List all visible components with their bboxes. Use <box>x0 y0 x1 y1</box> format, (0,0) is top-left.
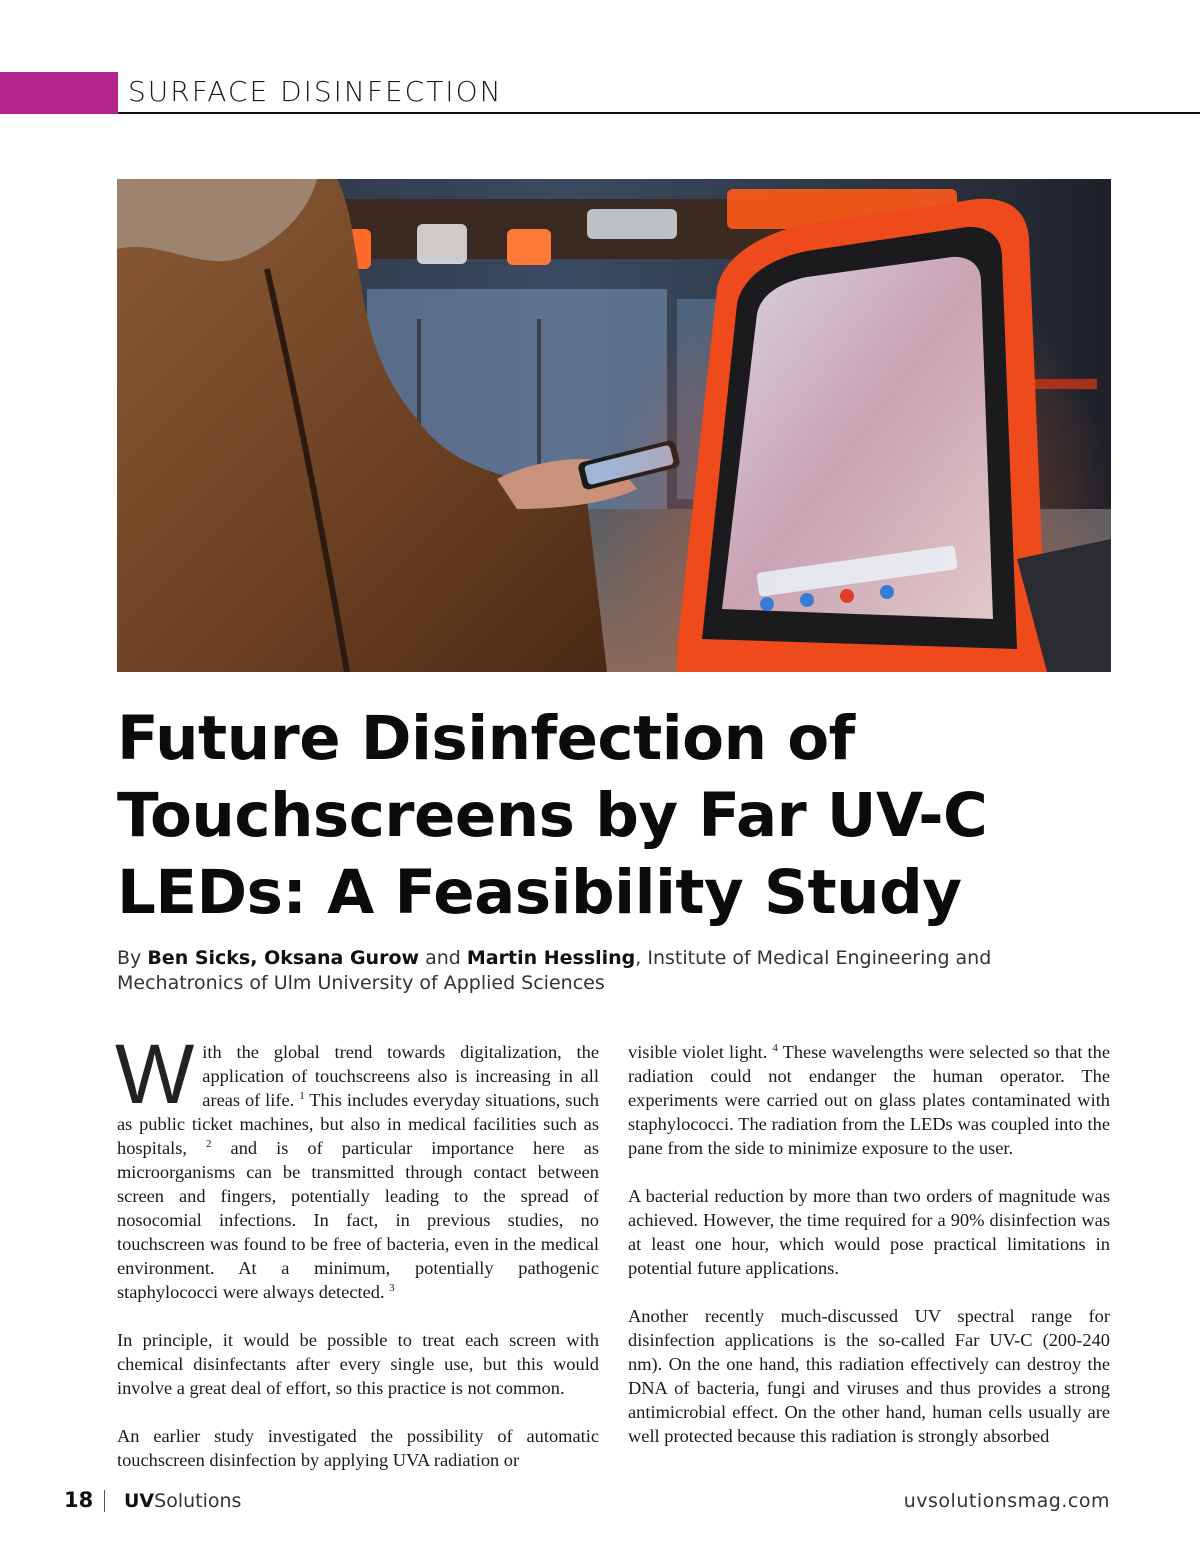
article-byline <box>117 946 1107 996</box>
footnote-ref-3: 3 <box>389 1281 395 1294</box>
byline-authors-1: Ben Sicks, Oksana Gurow <box>147 947 420 969</box>
byline-and: and <box>419 947 467 969</box>
section-title: SURFACE DISINFECTION <box>128 75 503 108</box>
website-url: uvsolutionsmag.com <box>903 1490 1110 1512</box>
brand-bold: UV <box>124 1490 155 1512</box>
photo-person-with-phone-at-orange-touchscreen-kiosk <box>117 179 1111 672</box>
page-number: 18 <box>64 1488 94 1512</box>
paragraph-6: Another recently much-discussed UV spectral range for disinfection applications is the so-called Far UV-C (200-240 nm). On the one hand, this radiation effectively can destroy the DNA of bacteria, fungi and viruses and thus provides a strong antimicrobial effect. On the other hand, human cells usually are well protected because this radiation is strongly absorbed <box>628 1306 1110 1446</box>
footnote-ref-2: 2 <box>206 1137 212 1150</box>
paragraph-3: An earlier study investigated the possibility of automatic touchscreen disinfection by applying UVA radiation or <box>117 1426 599 1470</box>
paragraph-4-text-b: These wavelengths were selected so that the radiation could not endanger the human operator. The experiments were carried out on glass plates contaminated with staphylococci. The radiation from the LEDs was coupled into the pane from the side to minimize exposure to the user. <box>628 1042 1110 1158</box>
paragraph-5: A bacterial reduction by more than two orders of magnitude was achieved. However, the time required for a 90% disinfection was at least one hour, which would pose practical limitations in potential future applications. <box>628 1186 1110 1278</box>
footnote-ref-4: 4 <box>772 1041 778 1054</box>
section-accent-bar <box>0 72 118 114</box>
paragraph-1 <box>115 1027 600 1304</box>
article-column-left <box>115 1027 600 1496</box>
footnote-ref-1: 1 <box>299 1089 305 1102</box>
section-divider <box>118 112 1200 114</box>
byline-affiliation: , Institute of Medical Engineering and Mechatronics of Ulm University of Applied Sciences <box>117 947 992 994</box>
byline-author-2: Martin Hessling <box>466 947 636 969</box>
paragraph-1-text-a: ith the global trend towards digitalization, the application of touchscreens also is increasing in all areas of life. <box>202 1042 599 1110</box>
paragraph-4 <box>628 1040 1110 1160</box>
paragraph-2: In principle, it would be possible to treat each screen with chemical disinfectants after every single use, but this would involve a great deal of effort, so this practice is not common. <box>117 1330 599 1398</box>
paragraph-1-text-b: This includes everyday situations, such as public ticket machines, but also in medical facilities such as hospitals, <box>117 1090 600 1158</box>
article-column-right <box>628 1040 1110 1472</box>
article-headline: Future Disinfection of Touchscreens by Far UV-C LEDs: A Feasibility Study <box>117 703 988 928</box>
brand-rest: Solutions <box>154 1490 242 1512</box>
byline-prefix: By <box>117 947 148 969</box>
hero-photo <box>117 179 1111 672</box>
drop-cap: W <box>115 1027 195 1121</box>
paragraph-4-text-a: visible violet light. <box>628 1042 768 1062</box>
footer-divider <box>104 1490 105 1512</box>
page-footer <box>64 1488 1110 1518</box>
paragraph-1-text-c: and is of particular importance here as microorganisms can be transmitted through contact between screen and fingers, potentially leading to the spread of nosocomial infections. In fact, in previous studies, no touchscreen was found to be free of bacteria, even in the medical environment. At a minimum, potentially pathogenic staphylococci were always detected. <box>117 1138 599 1302</box>
magazine-brand <box>124 1490 241 1512</box>
